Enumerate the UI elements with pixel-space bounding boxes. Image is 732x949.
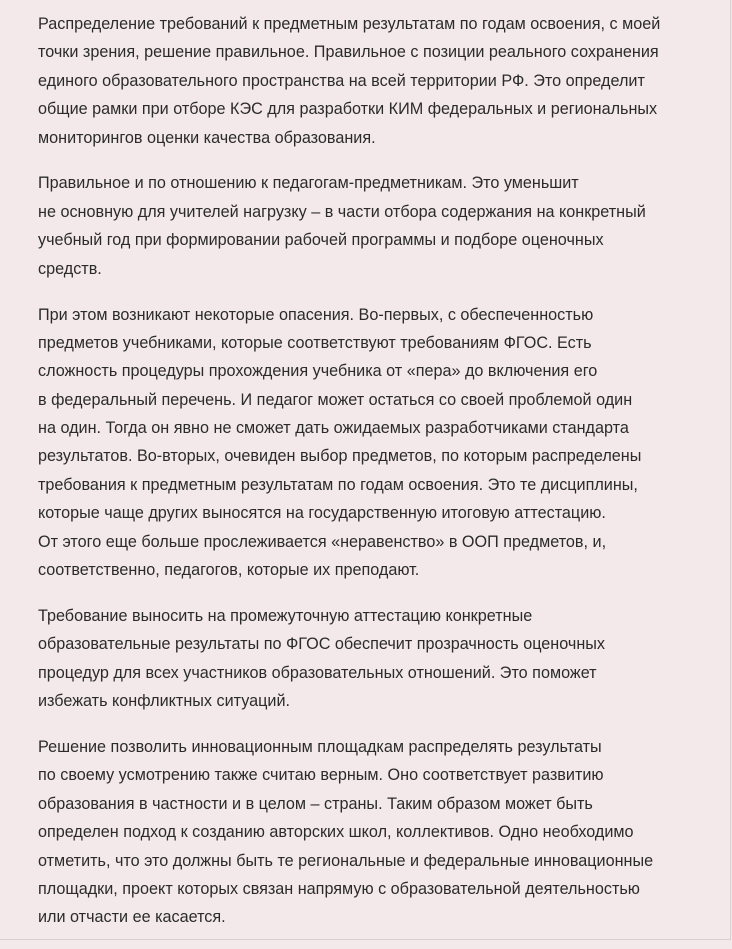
text-line: соответственно, педагогов, которые их преподают. (38, 561, 420, 580)
text-line: точки зрения, решение правильное. Правильное с позиции реального сохранения (38, 43, 659, 62)
text-line: процедур для всех участников образовательных отношений. Это поможет (38, 663, 597, 682)
text-line: в федеральный перечень. И педагог может остаться со своей проблемой один (38, 390, 633, 409)
text-line: предметов учебниками, которые соответствуют требованиям ФГОС. Есть (38, 333, 592, 352)
text-line: Требование выносить на промежуточную аттестацию конкретные (38, 606, 533, 625)
paragraph-5 (38, 733, 690, 932)
text-line: результатов. Во-вторых, очевиден выбор предметов, по которым распределены (38, 447, 642, 466)
text-line: не основную для учителей нагрузку – в части отбора содержания на конкретный (38, 202, 646, 221)
text-line: Правильное и по отношению к педагогам-предметникам. Это уменьшит (38, 174, 579, 193)
text-line: Распределение требований к предметным результатам по годам освоения, с моей (38, 15, 661, 33)
text-line: единого образовательного пространства на всей территории РФ. Это определит (38, 71, 645, 90)
text-line: сложность процедуры прохождения учебника от «пера» до включения его (38, 362, 598, 381)
text-line: общие рамки при отборе КЭС для разработки КИМ федеральных и региональных (38, 100, 658, 119)
text-line: по своему усмотрению также считаю верным. Оно соответствует развитию (38, 766, 604, 785)
text-line: средств. (38, 259, 102, 278)
text-line: избежать конфликтных ситуаций. (38, 692, 291, 711)
text-line: которые чаще других выносятся на государственную итоговую аттестацию. (38, 504, 606, 523)
text-line: или отчасти ее касается. (38, 908, 226, 927)
text-line: учебный год при формировании рабочей программы и подборе оценочных (38, 231, 604, 250)
paragraph-2 (38, 169, 690, 283)
text-line: От этого еще больше прослеживается «неравенство» в ООП предметов, и, (38, 532, 607, 551)
text-line: на один. Тогда он явно не сможет дать ожидаемых разработчиками стандарта (38, 419, 629, 438)
article-body (38, 10, 690, 949)
text-line: мониторингов оценки качества образования. (38, 128, 376, 147)
text-line: Решение позволить инновационным площадкам распределять результаты (38, 737, 602, 756)
paragraph-3 (38, 301, 690, 585)
text-line: требования к предметным результатам по годам освоения. Это те дисциплины, (38, 475, 638, 494)
text-line: образовательные результаты по ФГОС обеспечит прозрачность оценочных (38, 635, 605, 654)
text-line: отметить, что это должны быть те региональные и федеральные инновационные (38, 851, 654, 870)
text-line: площадки, проект которых связан напрямую с образовательной деятельностью (38, 879, 640, 898)
paragraph-4 (38, 602, 690, 716)
paragraph-1 (38, 10, 690, 152)
text-line: При этом возникают некоторые опасения. Во-первых, с обеспеченностью (38, 305, 594, 324)
text-line: определен подход к созданию авторских школ, коллективов. Одно необходимо (38, 823, 634, 842)
text-line: образования в частности и в целом – страны. Таким образом может быть (38, 794, 593, 813)
